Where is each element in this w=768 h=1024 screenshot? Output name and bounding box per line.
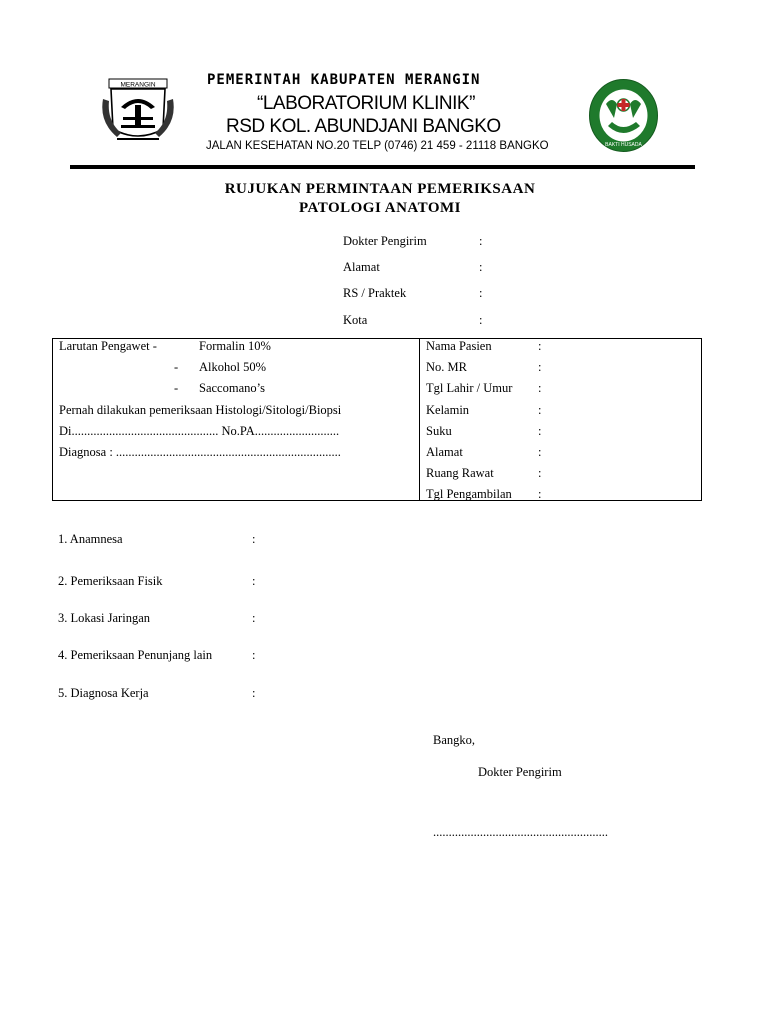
sender-label: RS / Praktek <box>343 286 407 300</box>
sender-colon: : <box>479 286 483 300</box>
clinical-item-colon: : <box>252 574 256 588</box>
sender-label: Kota <box>343 313 368 327</box>
logo-caption: BAKTI HUSADA <box>605 142 642 148</box>
preservative-option: Formalin 10% <box>199 339 271 353</box>
sender-label: Alamat <box>343 260 380 274</box>
specimen-box <box>52 338 702 501</box>
previous-exam-line: Di............................................... No.PA........................... <box>59 424 340 438</box>
clinical-item-colon: : <box>252 648 256 662</box>
clinical-item-label: 2. Pemeriksaan Fisik <box>58 574 163 588</box>
sender-colon: : <box>479 313 483 327</box>
form-title-line2: PATOLOGI ANATOMI <box>298 200 462 216</box>
clinical-item-colon: : <box>252 686 256 700</box>
logo-caption: MERANGIN <box>120 81 156 89</box>
patient-colon: : <box>538 466 542 480</box>
history-question: Pernah dilakukan pemeriksaan Histologi/Sitologi/Biopsi <box>59 403 342 417</box>
merangin-logo <box>99 77 177 147</box>
patient-colon: : <box>538 445 542 459</box>
bakti-husada-logo <box>588 78 659 153</box>
sender-label: Dokter Pengirim <box>343 234 427 248</box>
diagnosis-line: Diagnosa : ........................................................................ <box>59 445 341 459</box>
patient-label: Kelamin <box>426 403 470 417</box>
patient-label: Nama Pasien <box>426 339 492 353</box>
clinical-item-colon: : <box>252 532 256 546</box>
lab-name: “LABORATORIUM KLINIK” <box>257 93 475 114</box>
patient-colon: : <box>538 360 542 374</box>
preservative-option: Alkohol 50% <box>199 360 267 374</box>
sender-colon: : <box>479 234 483 248</box>
clinical-item-label: 3. Lokasi Jaringan <box>58 611 150 625</box>
patient-colon: : <box>538 339 542 353</box>
patient-label: Ruang Rawat <box>426 466 494 480</box>
patient-label: No. MR <box>426 360 467 374</box>
patient-label: Tgl Pengambilan <box>426 487 512 501</box>
hospital-name: RSD KOL. ABUNDJANI BANGKO <box>226 116 501 137</box>
clinical-item-label: 4. Pemeriksaan Penunjang lain <box>58 648 213 662</box>
hospital-address: JALAN KESEHATAN NO.20 TELP (0746) 21 459 - 21118 BANGKO <box>206 140 549 152</box>
clinical-item-label: 1. Anamnesa <box>58 532 123 546</box>
preservative-label: Larutan Pengawet - <box>59 339 157 353</box>
patient-colon: : <box>538 403 542 417</box>
option-dash: - <box>174 381 179 395</box>
patient-label: Alamat <box>426 445 463 459</box>
clinical-item-label: 5. Diagnosa Kerja <box>58 686 149 700</box>
patient-colon: : <box>538 381 542 395</box>
option-dash: - <box>174 360 179 374</box>
signature-role: Dokter Pengirim <box>478 765 562 779</box>
patient-colon: : <box>538 487 542 501</box>
patient-colon: : <box>538 424 542 438</box>
form-title-line1: RUJUKAN PERMINTAAN PEMERIKSAAN <box>224 181 536 197</box>
patient-label: Tgl Lahir / Umur <box>426 381 513 395</box>
signature-line: ........................................................ <box>433 825 608 839</box>
box-divider <box>419 338 420 501</box>
header-divider <box>70 165 695 169</box>
patient-label: Suku <box>426 424 452 438</box>
government-heading: PEMERINTAH KABUPATEN MERANGIN <box>207 72 481 88</box>
sender-colon: : <box>479 260 483 274</box>
signature-place: Bangko, <box>433 733 476 747</box>
clinical-item-colon: : <box>252 611 256 625</box>
preservative-option: Saccomano’s <box>199 381 265 395</box>
